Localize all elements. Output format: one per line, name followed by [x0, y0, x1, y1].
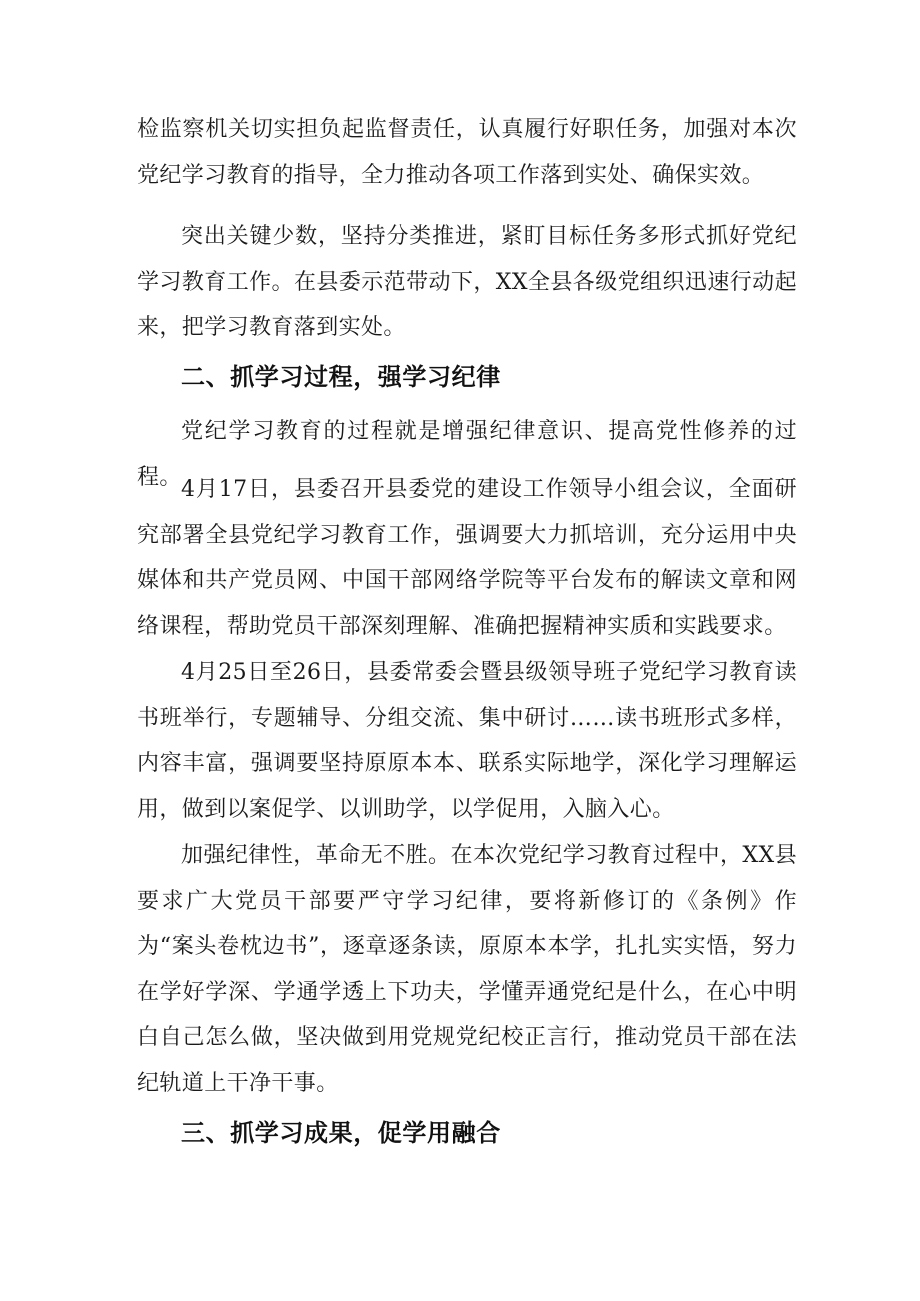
section-heading-three: 三、抓学习成果，促学用融合 [181, 1119, 501, 1147]
paragraph-april-17-meeting: 4月17日，县委召开县委党的建设工作领导小组会议，全面研究部署全县党纪学习教育工作，强调要大力抓培训，充分运用中央媒体和共产党员网、中国干部网络学院等平台发布的解读文章和网络课程，帮助党员干部深刻理解、准确把握精神实质和实践要求。 [137, 477, 797, 639]
paragraph-april-25-reading-class: 4月25日至26日，县委常委会暨县级领导班子党纪学习教育读书班举行，专题辅导、分组交流、集中研讨……读书班形式多样，内容丰富，强调要坚持原原本本、联系实际地学，深化学习理解运用，做到以案促学、以训助学，以学促用，入脑入心。 [137, 660, 797, 822]
paragraph-key-minority: 突出关键少数，坚持分类推进，紧盯目标任务多形式抓好党纪学习教育工作。在县委示范带动下，XX全县各级党组织迅速行动起来，把学习教育落到实处。 [137, 224, 797, 340]
section-heading-two: 二、抓学习过程，强学习纪律 [181, 363, 501, 391]
paragraph-discipline: 加强纪律性，革命无不胜。在本次党纪学习教育过程中，XX县要求广大党员干部要严守学习纪律，要将新修订的《条例》作为“案头卷枕边书”，逐章逐条读，原原本本学，扎扎实实悟，努力在学好学深、学通学透上下功夫，学懂弄通党纪是什么，在心中明白自己怎么做，坚决做到用党规党纪校正言行，推动党员干部在法纪轨道上干净干事。 [137, 843, 797, 1096]
paragraph-study-process: 党纪学习教育的过程就是增强纪律意识、提高党性修养的过程。 [137, 419, 797, 490]
paragraph-supervision-duty: 检监察机关切实担负起监督责任，认真履行好职任务，加强对本次党纪学习教育的指导，全力推动各项工作落到实处、确保实效。 [137, 117, 797, 188]
